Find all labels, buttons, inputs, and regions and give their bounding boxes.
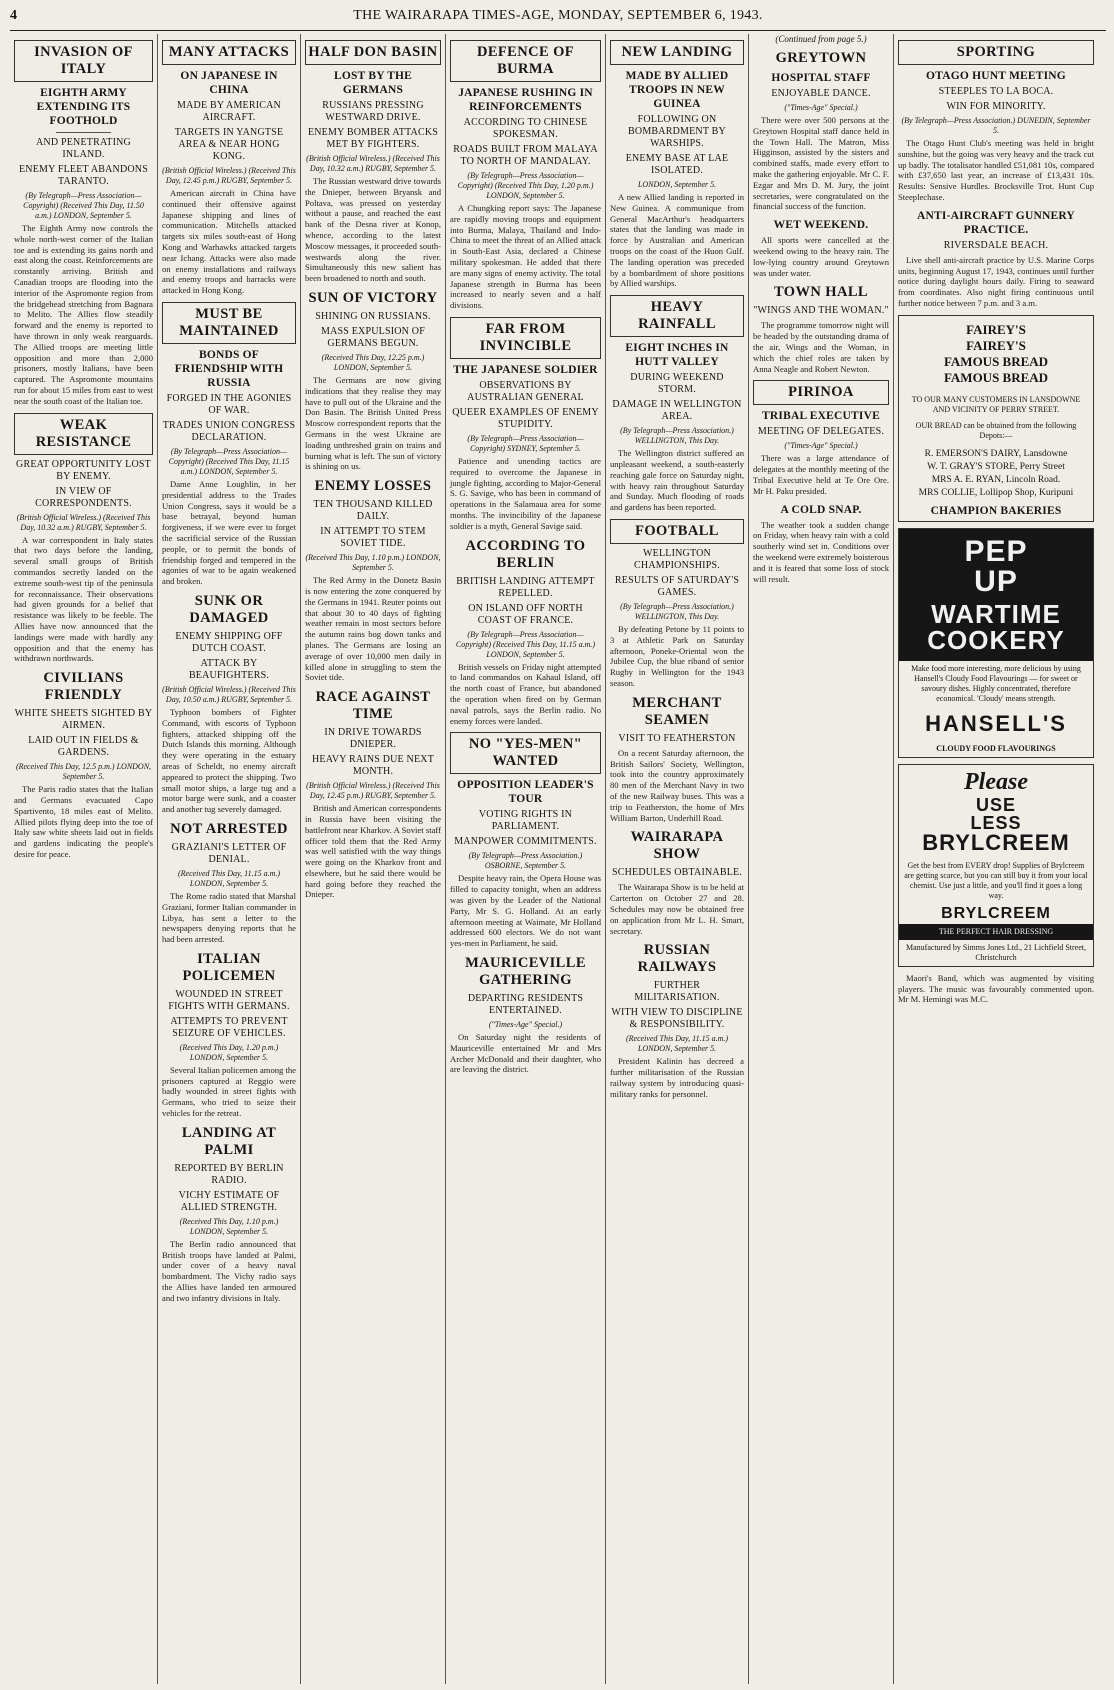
dateline: ("Times-Age" Special.)	[784, 441, 858, 451]
article-not-arrested	[162, 821, 296, 945]
subheadline: RUSSIANS PRESSING WESTWARD DRIVE.	[322, 100, 424, 123]
dateline: (By Telegraph—Press Association—Copyright) (Received This Day, 11.50 a.m.) LONDON, September 5.	[23, 191, 144, 220]
subheadline: WITH VIEW TO DISCIPLINE & RESPONSIBILITY.	[611, 1007, 743, 1031]
headline: CIVILIANS FRIENDLY	[43, 670, 124, 704]
article-body: Maori's Band, which was augmented by visiting players. The music was favourably commented upon. Mr M. Hemingi was M.C.	[898, 972, 1094, 1005]
dateline: ("Times-Age" Special.)	[784, 103, 858, 112]
article-no-yes-men-wanted	[450, 732, 601, 949]
article-body: Dame Anne Loughlin, in her presidential address to the Trades Union Congress, says it would be a base betrayal, beyond human forgiveness, if we were ever to forget the sacrificial service of the Russian people, or to permit the bonds of friendship forged and tempered in the agonies of war to be again weakened and broken.	[162, 478, 296, 587]
article-body: There was a large attendance of delegates at the monthly meeting of the Tribal Executive held at Te Ore Ore. Mr H. Paku presided.	[753, 453, 889, 496]
dateline: (By Telegraph—Press Association.) DUNEDIN, September 5.	[901, 116, 1091, 135]
article-body: The Germans are now giving indications that they realise they may have to pull out of the Ukraine and the Don Basin. The British United Press Moscow correspondent reports that the Germans in the west Ukraine are loading unthreshed grain on trains and burning what is left. The sun of victory is shining on us.	[305, 374, 441, 472]
list-item: MRS A. E. RYAN, Lincoln Road.	[931, 474, 1061, 485]
subheadline: BRITISH LANDING ATTEMPT REPELLED.	[456, 575, 595, 599]
column-5	[606, 34, 749, 1684]
column-6	[749, 34, 894, 1684]
subheadline: GREAT OPPORTUNITY LOST BY ENEMY.	[16, 458, 151, 482]
article-russian-railways	[610, 942, 744, 1099]
subheadline: FURTHER MILITARISATION.	[634, 980, 720, 1004]
brylcreem-text: Get the best from EVERY drop! Supplies of Brylcreem are getting scarce, but you can still buy it from your local chemist. Use just a little, and you'll find it goes a long way.	[904, 860, 1088, 900]
subheadline: VICHY ESTIMATE OF ALLIED STRENGTH.	[178, 1189, 280, 1213]
article-invasion-of-italy	[14, 40, 153, 407]
article-far-from-invincible	[450, 317, 601, 532]
subheadline: MEETING OF DELEGATES.	[757, 426, 885, 438]
brylcreem-maker: Manufactured by Simms Jones Ltd., 21 Lichfield Street, Christchurch	[906, 942, 1086, 962]
fairey-depot-line: OUR BREAD can be obtained from the following Depots:—	[915, 420, 1077, 440]
article-body: Patience and unending tactics are required to overcome the Japanese in jungle fighting, according to Major-General S. G. Savige, who has been in command of operations in the Salamaua area for some months. The invincibility of the Japanese soldier is a myth, General Savige said.	[450, 455, 601, 531]
subheadline: ANTI-AIRCRAFT GUNNERY PRACTICE.	[917, 209, 1075, 236]
article-body: Despite heavy rain, the Opera House was filled to capacity tonight, when an address was given by the Leader of the National Party, Mr S. G. Holland. At an early afternoon meeting at Waimate, Mr Holland addressed 600 electors. We do not want yes-men in Parliament, he said.	[450, 873, 601, 949]
article-pirinoa	[753, 380, 889, 496]
headline: ACCORDING TO BERLIN	[465, 537, 586, 571]
headline: NO "YES-MEN" WANTED	[450, 732, 601, 774]
article-town-hall	[753, 284, 889, 374]
subheadline: OTAGO HUNT MEETING	[926, 70, 1066, 82]
subheadline: ACCORDING TO CHINESE SPOKESMAN.	[463, 117, 588, 140]
subheadline: DEPARTING RESIDENTS ENTERTAINED.	[467, 992, 584, 1016]
dateline: (British Official Wireless.) (Received This Day, 10.32 a.m.) RUGBY, September 5.	[306, 154, 440, 173]
fairey-intro: TO OUR MANY CUSTOMERS IN LANSDOWNE AND VICINITY OF PERRY STREET.	[911, 394, 1081, 414]
subheadline: THE JAPANESE SOLDIER	[453, 363, 598, 376]
dateline: (Received This Day, 1.20 p.m.) LONDON, September 5.	[179, 1042, 279, 1062]
dateline: ("Times-Age" Special.)	[488, 1019, 563, 1029]
dateline: (By Telegraph—Press Association—Copyright) (Received This Day, 11.15 a.m.) LONDON, September 5.	[168, 446, 290, 476]
list-item: W. T. GRAY'S STORE, Perry Street	[927, 461, 1065, 472]
article-must-be-maintained	[162, 302, 296, 587]
article-landing-at-palmi	[162, 1125, 296, 1304]
dateline: (By Telegraph—Press Association.) WELLINGTON, This Day.	[620, 601, 734, 621]
article-body: The Wellington district suffered an unpleasant weekend, a south-easterly reaching gale force on Saturday night, with heavy rain throughout Saturday and Sunday. Much flooding of roads and gardens has been reported.	[610, 448, 744, 513]
subheadline: WOUNDED IN STREET FIGHTS WITH GERMANS.	[168, 988, 290, 1012]
subheadline: WELLINGTON CHAMPIONSHIPS.	[634, 547, 720, 571]
subheadline: TARGETS IN YANGTSE AREA & NEAR HONG KONG.	[174, 127, 284, 162]
article-body: The programme tomorrow night will be headed by the outstanding drama of the air, Wings and the Woman, in which the chief roles are taken by Anna Neagle and Robert Newton.	[753, 320, 889, 374]
fairey-bread-advert	[898, 315, 1094, 522]
headline: SUNK OR DAMAGED	[189, 592, 269, 626]
fairey-headline: FAIREY'S FAIREY'S FAMOUS BREAD FAMOUS BREAD	[943, 321, 1049, 385]
column-3	[301, 34, 446, 1684]
article-body: The Berlin radio announced that British troops have landed at Palmi, under cover of a heavy naval bombardment. The Vichy radio says the Allies have landed ten armoured and two infantry divisions in Italy.	[162, 1238, 296, 1303]
subheadline: FORGED IN THE AGONIES OF WAR.	[166, 392, 292, 416]
article-many-attacks	[162, 40, 296, 296]
article-half-don-basin	[305, 40, 441, 284]
article-body: By defeating Petone by 11 points to 3 at Athletic Park on Saturday afternoon, Poneke-Oriental won the Jubilee Cup, the blue riband of senior Rugby in Wellington for the 1943 season.	[610, 623, 744, 688]
subheadline: MADE BY ALLIED TROOPS IN NEW GUINEA	[625, 70, 729, 110]
brylcreem-advert	[898, 764, 1094, 967]
subheadline: IN VIEW OF CORRESPONDENTS.	[35, 485, 132, 509]
subheadline: EIGHT INCHES IN HUTT VALLEY	[625, 342, 729, 369]
article-body: Typhoon bombers of Fighter Command, with escorts of Typhoon fighters, attacked shipping off the Dutch Islands this morning. Although they were operating in the estuary areas of Scheldt, no enemy aircraft appeared to protect the shipping. Two small motor ships, a large tug and a motor barge were sunk, and a coaster and another tug severely damaged.	[162, 706, 296, 815]
subheadline: TRADES UNION CONGRESS DECLARATION.	[162, 419, 296, 443]
subheadline: WET WEEKEND.	[773, 219, 869, 232]
pep-up-text: Make food more interesting, more delicious by using Hansell's Cloudy Food Flavourings — for sweet or savoury dishes. Highly concentrated, therefore economical. 'Cloudy' means strength.	[911, 663, 1081, 703]
article-new-landing	[610, 40, 744, 289]
dateline: (Received This Day, 12.5 p.m.) LONDON, September 5.	[15, 762, 152, 782]
dateline: (Received This Day, 1.10 p.m.) LONDON, September 5.	[179, 1216, 279, 1236]
article-sun-of-victory	[305, 290, 441, 472]
dateline: LONDON, September 5.	[637, 180, 717, 189]
subheadline: BONDS OF FRIENDSHIP WITH RUSSIA	[174, 348, 284, 389]
subheadline: ROADS BUILT FROM MALAYA TO NORTH OF MANDALAY.	[453, 144, 598, 167]
subheadline: ON ISLAND OFF NORTH COAST OF FRANCE.	[468, 602, 583, 626]
hansell-subtitle: CLOUDY FOOD FLAVOURINGS	[936, 743, 1056, 753]
article-race-against-time	[305, 689, 441, 900]
column-4	[446, 34, 606, 1684]
subheadline: MASS EXPULSION OF GERMANS BEGUN.	[321, 325, 425, 349]
headline: RUSSIAN RAILWAYS	[637, 942, 717, 976]
dateline: (By Telegraph—Press Association.) WELLINGTON, This Day.	[620, 426, 734, 446]
dateline: (By Telegraph—Press Association.) OSBORNE, September 5.	[468, 851, 583, 871]
divider	[56, 132, 112, 133]
headline: WAIRARAPA SHOW	[630, 829, 724, 863]
subheadline: ENEMY BOMBER ATTACKS MET BY FIGHTERS.	[307, 127, 439, 150]
article-body: Live shell anti-aircraft practice by U.S. Marine Corps units, beginning August 17, 1943, continues until further notice during daylight hours daily. Firing to seaward from coordinates. Also night firing continuous until further notice between 7 p.m. and 3 a.m.	[898, 254, 1094, 308]
brylcreem-banner: Please USE LESS BRYLCREEM	[922, 768, 1070, 855]
headline: LANDING AT PALMI	[181, 1124, 277, 1158]
subheadline: RIVERSDALE BEACH.	[943, 239, 1049, 251]
subheadline: HEAVY RAINS DUE NEXT MONTH.	[311, 754, 435, 778]
headline: PIRINOA	[753, 380, 889, 405]
article-body: The Red Army in the Donetz Basin is now entering the zone conquered by the Germans in 1941. Reuter points out that about 30 to 40 days of fighting weather remain in most sectors before the autumn rains bog down tanks and planes. The Germans are losing an average of over 10,000 men daily in killed alone in struggling to stem the Soviet tide.	[305, 575, 441, 683]
headline: NOT ARRESTED	[170, 820, 288, 837]
subheadline: WIN FOR MINORITY.	[946, 101, 1046, 112]
headline: SPORTING	[898, 40, 1094, 65]
article-body: British and American correspondents in Russia have been visiting the battlefront near Kharkov. A Soviet staff officer told them that the Red Army was well satisfied with the way things were going on the Kharkov front and elsewhere, but he said there would be hard going before they reached the Dnieper.	[305, 803, 441, 900]
article-weak-resistance	[14, 413, 153, 665]
subheadline: LOST BY THE GERMANS	[333, 70, 413, 96]
headline: RACE AGAINST TIME	[315, 689, 431, 723]
column-1	[10, 34, 158, 1684]
subheadline: ENEMY BASE AT LAE ISOLATED.	[625, 153, 729, 176]
subheadline: MANPOWER COMMITMENTS.	[454, 836, 597, 848]
subheadline: IN DRIVE TOWARDS DNIEPER.	[324, 727, 422, 751]
dateline: (Received This Day, 1.10 p.m.) LONDON, September 5.	[305, 553, 441, 573]
headline: MERCHANT SEAMEN	[632, 694, 722, 728]
article-body: All sports were cancelled at the weekend owing to the heavy rain. The low-lying country around Greytown was under water.	[753, 235, 889, 278]
fairey-depot-list	[899, 448, 1093, 500]
headline: ENEMY LOSSES	[314, 478, 432, 495]
subheadline: SCHEDULES OBTAINABLE.	[611, 867, 743, 879]
brylcreem-brand: BRYLCREEM	[941, 904, 1051, 922]
dateline: (British Official Wireless.) (Received This Day, 12.45 p.m.) RUGBY, September 5.	[306, 781, 440, 801]
article-body: A Chungking report says: The Japanese are rapidly moving troops and equipment into Burma, Malaya, Thailand and Indo-China to meet the threat of an Allied attack in South-East Asia, declared a Chinese military spokesman. He added that there are many signs of enemy activity. The total Japanese strength in Burma has been increased to nearly seven and a half divisions.	[450, 203, 601, 311]
article-body: The weather took a sudden change on Friday, when heavy rain with a cold southerly wind set in. Conditions over the weekend were extremely boisterous and it is feared that some loss of stock will result.	[753, 519, 890, 584]
article-body: A new Allied landing is reported in New Guinea. A communique from General MacArthur's headquarters states that the landing was made in force by Australian and American troops on the coast of the Huon Gulf. The landing operation was preceded by a bombardment of shore positions by Allied warships.	[610, 192, 744, 289]
fairey-footer: CHAMPION BAKERIES	[930, 504, 1062, 517]
headline: ITALIAN POLICEMEN	[182, 950, 276, 984]
subheadline: LAID OUT IN FIELDS & GARDENS.	[28, 735, 139, 759]
headline: HEAVY RAINFALL	[610, 295, 744, 337]
column-7	[894, 34, 1098, 1684]
article-greytown	[753, 50, 889, 212]
subheadline: "WINGS AND THE WOMAN."	[753, 305, 889, 317]
headline: HALF DON BASIN	[305, 40, 441, 65]
subheadline: VISIT TO FEATHERSTON	[618, 732, 736, 744]
subheadline: FOLLOWING ON BOMBARDMENT BY WARSHIPS.	[628, 114, 726, 149]
article-body: There were over 500 persons at the Greytown Hospital staff dance held in the Town Hall. The Matron, Miss Higginson, assisted by the sisters and combined staffs, made every effort to make the gathering enjoyable. Mr C. F. Ezgar and Mrs D. M. Jury, the joint secretaries, were congratulated on the financial success of the function.	[753, 115, 889, 212]
article-body: British vessels on Friday night attempted to land commandos on Kahaul Island, off the north coast of France, but abandoned the operation when fired on by German naval patrols, says the Berlin radio. No enemy forces were landed.	[450, 661, 601, 726]
article-wet-weekend	[753, 218, 889, 278]
subheadline: JAPANESE RUSHING IN REINFORCEMENTS	[458, 87, 593, 113]
subheadline: DURING WEEKEND STORM.	[630, 372, 724, 396]
pep-up-banner: PEP UP WARTIME COOKERY	[899, 529, 1093, 661]
article-body: The Paris radio states that the Italian and Germans evacuated Capo Spartivento, 18 miles east of Melito. Allied pilots flying deep into the toe of Italy saw white sheets laid out in fields and gardens indicating the people's desire for peace.	[14, 784, 153, 859]
article-defence-of-burma	[450, 40, 601, 311]
subheadline: WHITE SHEETS SIGHTED BY AIRMEN.	[14, 708, 153, 732]
subheadline: ATTEMPTS TO PREVENT SEIZURE OF VEHICLES.	[170, 1015, 288, 1039]
article-sporting	[898, 40, 1094, 203]
dateline: (British Official Wireless.) (Received This Day, 12.45 p.m.) RUGBY, September 5.	[162, 166, 296, 185]
article-body: The Eighth Army now controls the whole north-west corner of the Italian toe and is extending its gains north and east along the coast. Reinforcements are constantly arriving. British and Canadian troops are flooding into the interior of the Aspromonte region from the bridgehead stretching from Bagnara to Melito. The Allies flow steadily forward and the enemy is reported to have thrown in only weak rearguards. The Allied troops are meeting little opposition and more than 2,000 prisoners, mostly Italians, have been captured. The Aspromonte mountains run for about 15 miles from east to west near the south coast of the Italian toe.	[14, 223, 153, 406]
subheadline: OBSERVATIONS BY AUSTRALIAN GENERAL	[467, 379, 584, 403]
article-body: The Rome radio stated that Marshal Graziani, former Italian commander in Libya, has sent a letter to the newspapers denying reports that he had been arrested.	[162, 890, 296, 945]
article-wairarapa-show	[610, 829, 744, 936]
dateline: (British Official Wireless.) (Received This Day, 10.32 a.m.) RUGBY, September 5.	[16, 512, 151, 532]
subheadline: ATTACK BY BEAUFIGHTERS.	[188, 657, 270, 681]
headline: GREYTOWN	[775, 50, 867, 66]
headline: DEFENCE OF BURMA	[450, 40, 601, 82]
article-sunk-or-damaged	[162, 593, 296, 815]
masthead	[10, 4, 1106, 31]
article-body: On a recent Saturday afternoon, the British Sailors' Society, Wellington, took into the country approximately 80 men of the Merchant Navy in two of the new Railway buses. This was a trip to Featherston, the home of Mrs William Barton, Underhill Road.	[610, 747, 744, 823]
subheadline: QUEER EXAMPLES OF ENEMY STUPIDITY.	[452, 406, 599, 430]
dateline: (Received This Day, 11.15 a.m.) LONDON, September 5.	[177, 868, 281, 888]
continued-note: (Continued from page 5.)	[775, 34, 867, 44]
subheadline: ENEMY FLEET ABANDONS TARANTO.	[18, 164, 148, 187]
article-enemy-losses	[305, 478, 441, 683]
article-according-to-berlin	[450, 538, 601, 727]
masthead-title: THE WAIRARAPA TIMES-AGE, MONDAY, SEPTEMBER 6, 1943.	[353, 8, 763, 23]
headline: WEAK RESISTANCE	[14, 413, 153, 455]
dateline: (British Official Wireless.) (Received This Day, 10.50 a.m.) RUGBY, September 5.	[162, 684, 296, 704]
subheadline: MADE BY AMERICAN AIRCRAFT.	[177, 100, 281, 123]
dateline: (Received This Day, 11.15 a.m.) LONDON, September 5.	[625, 1034, 729, 1054]
subheadline: RESULTS OF SATURDAY'S GAMES.	[614, 574, 740, 598]
subheadline: SHINING ON RUSSIANS.	[315, 310, 431, 322]
subheadline: ENJOYABLE DANCE.	[771, 88, 871, 99]
article-merchant-seamen	[610, 695, 744, 824]
subheadline: STEEPLES TO LA BOCA.	[938, 86, 1054, 97]
subheadline: DAMAGE IN WELLINGTON AREA.	[612, 399, 742, 423]
subheadline: A COLD SNAP.	[780, 503, 862, 516]
article-body: American aircraft in China have continued their offensive against Japanese shipping and lines of communication. Mitchells attacked targets six miles south-east of Hong Kong and Warhawks attacked targets near Ichang. Attacks were also made on enemy installations and railways and enemy troops and barracks were attacked in Hong Kong.	[162, 188, 296, 296]
subheadline: ENEMY SHIPPING OFF DUTCH COAST.	[175, 630, 283, 654]
article-cold-snap	[753, 503, 889, 585]
article-body: Several Italian policemen among the prisoners captured at Reggio were badly wounded in street fights with Germans, who tried to seize their vehicles for the retreat.	[162, 1064, 296, 1119]
article-mauriceville-gathering	[450, 955, 601, 1075]
list-item: R. EMERSON'S DAIRY, Lansdowne	[924, 448, 1068, 459]
brylcreem-subtitle: THE PERFECT HAIR DRESSING	[899, 924, 1093, 940]
subheadline: ON JAPANESE IN CHINA	[180, 70, 278, 96]
subheadline: EIGHTH ARMY EXTENDING ITS FOOTHOLD	[36, 87, 131, 127]
article-body: The Russian westward drive towards the Dnieper, between Bryansk and Poltava, was pressed on yesterday without a pause, and reached the east bank of the Desna river at Konop, whence, according to the latest Moscow messages, it proceeded south-westwards along the river. Simultaneously this new salient has been broadened to north and south.	[305, 176, 441, 284]
subheadline: OPPOSITION LEADER'S TOUR	[457, 779, 594, 806]
subheadline: TEN THOUSAND KILLED DAILY.	[313, 499, 433, 523]
dateline: (Received This Day, 12.25 p.m.) LONDON, September 5.	[321, 352, 425, 372]
subheadline: IN ATTEMPT TO STEM SOVIET TIDE.	[320, 526, 426, 550]
article-body: On Saturday night the residents of Mauriceville entertained Mr and Mrs Archer McDonald and their daughter, who are leaving the district.	[450, 1031, 601, 1075]
headline: INVASION OF ITALY	[14, 40, 153, 82]
article-body: President Kalinin has decreed a further militarisation of the Russian railway system by introducing quasi-military ranks for personnel.	[610, 1056, 744, 1099]
article-heavy-rainfall	[610, 295, 744, 513]
dateline: (By Telegraph—Press Association—Copyright) SYDNEY, September 5.	[467, 433, 584, 453]
article-football	[610, 519, 744, 689]
hansell-brand: HANSELL'S	[925, 710, 1067, 736]
headline: NEW LANDING	[610, 40, 744, 65]
headline: MANY ATTACKS	[162, 40, 296, 65]
column-2	[158, 34, 301, 1684]
subheadline: TRIBAL EXECUTIVE	[762, 410, 880, 423]
article-body: The Otago Hunt Club's meeting was held in bright sunshine, but the going was very heavy and the track cut up badly. The totalisator handled £51,081 10s, compared with £37,650 last year, an increase of £13,431 10s. Results: Sensive Hurdles. Brocksville Trot. Hunt Cup Steeplechase.	[898, 138, 1094, 202]
article-civilians-friendly	[14, 670, 153, 860]
list-item: MRS COLLIE, Lollipop Shop, Kuripuni	[918, 487, 1074, 498]
article-body: A war correspondent in Italy states that two days before the landing, several small groups of British commandos secretly landed on the extreme south-west tip of the peninsula for reconnaissance. Their observations had given grounds for a belief that resistance was likely to be feeble. The Allies have now announced that the landings were made with hardly any opposition and that the enemy has withdrawn northwards.	[14, 534, 153, 664]
subheadline: REPORTED BY BERLIN RADIO.	[174, 1162, 284, 1186]
article-body: The Wairarapa Show is to be held at Carterton on October 27 and 28. Schedules may now be obtained free on application from Mr L. H. Smart, secretary.	[610, 882, 744, 936]
headline: FAR FROM INVINCIBLE	[450, 317, 601, 359]
headline: FOOTBALL	[610, 519, 744, 544]
headline: MAURICEVILLE GATHERING	[465, 954, 586, 988]
subheadline: AND PENETRATING INLAND.	[36, 137, 131, 160]
dateline: (By Telegraph—Press Association—Copyright) (Received This Day, 1.20 p.m.) LONDON, September 5.	[457, 171, 594, 200]
article-italian-policemen	[162, 951, 296, 1119]
headline: SUN OF VICTORY	[308, 289, 438, 306]
article-anti-aircraft-practice	[898, 209, 1094, 309]
columns	[10, 34, 1106, 1684]
subheadline: GRAZIANI'S LETTER OF DENIAL.	[171, 841, 287, 865]
page-number: 4	[10, 8, 17, 23]
dateline: (By Telegraph—Press Association—Copyright) (Received This Day, 11.15 a.m.) LONDON, September 5.	[455, 629, 596, 659]
headline: TOWN HALL	[774, 284, 868, 301]
headline: MUST BE MAINTAINED	[162, 302, 296, 344]
pep-up-cookery-advert	[898, 528, 1094, 758]
subheadline: HOSPITAL STAFF	[771, 72, 871, 84]
subheadline: VOTING RIGHTS IN PARLIAMENT.	[478, 809, 573, 833]
